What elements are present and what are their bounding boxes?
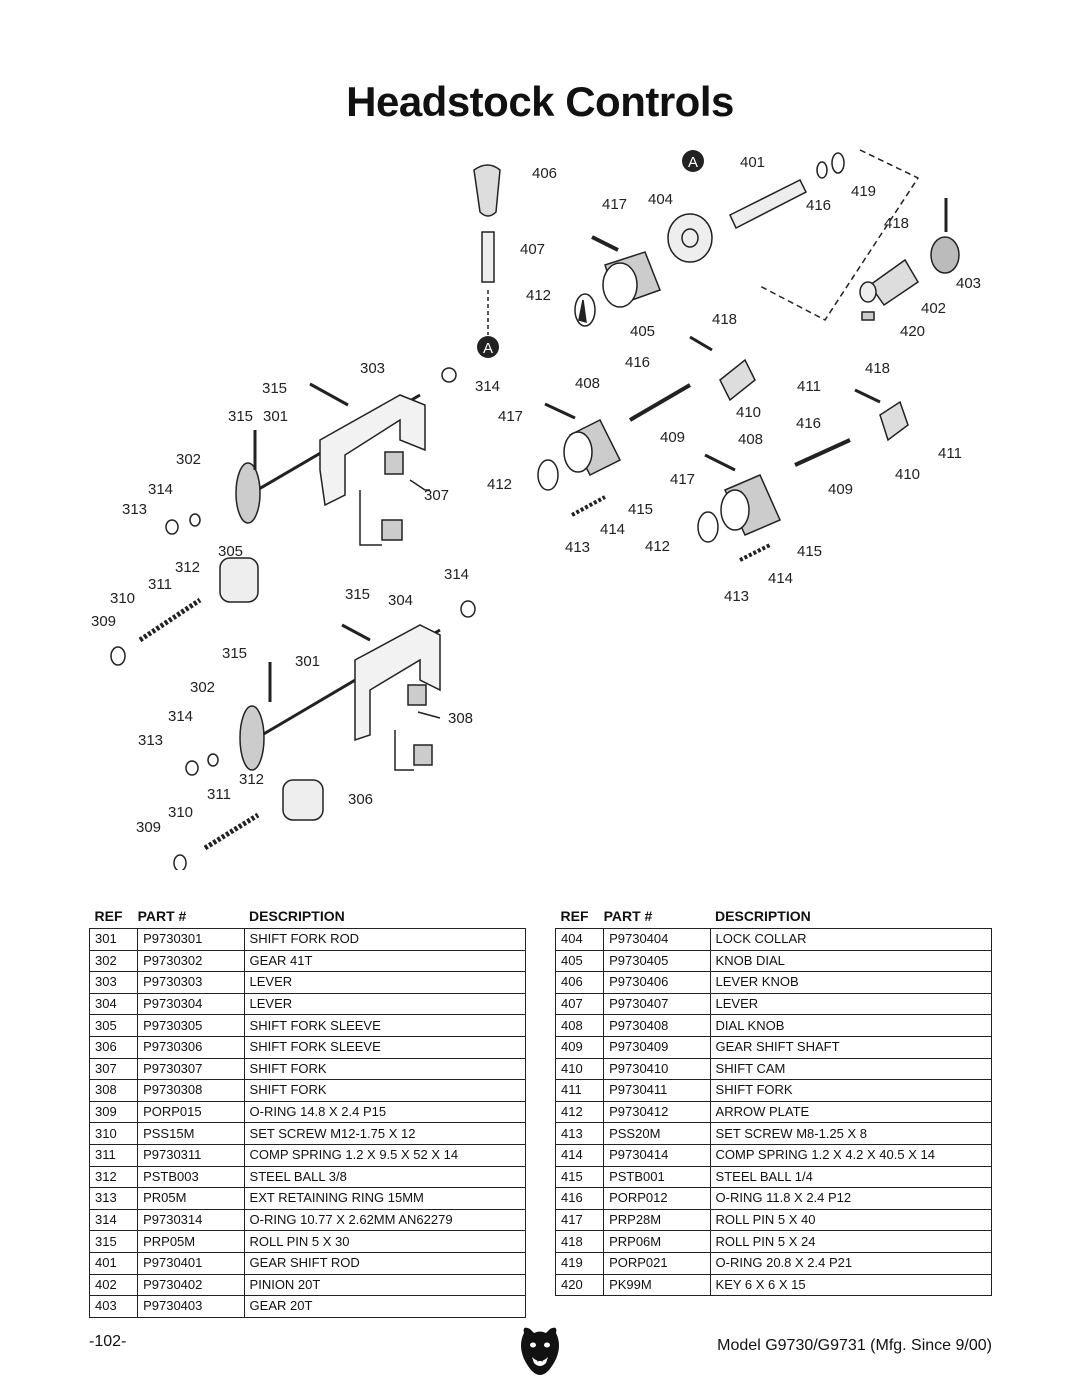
parts-table-left xyxy=(89,900,526,1318)
label-401: 401 xyxy=(740,154,766,171)
label-315: 315 xyxy=(345,586,371,603)
table-row xyxy=(556,1231,992,1253)
label-410: 410 xyxy=(895,466,921,483)
label-420: 420 xyxy=(900,323,926,340)
callout-a-top: A xyxy=(687,154,699,171)
label-313: 313 xyxy=(138,732,164,749)
description-cell: ROLL PIN 5 X 40 xyxy=(710,1209,991,1231)
part-number-cell: PRP06M xyxy=(604,1231,710,1253)
column-header-description: DESCRIPTION xyxy=(249,908,345,924)
part-number-cell: PSS15M xyxy=(138,1123,244,1145)
label-305: 305 xyxy=(218,543,244,560)
ref-cell: 309 xyxy=(90,1101,138,1123)
description-cell: LEVER xyxy=(710,993,991,1015)
ref-cell: 312 xyxy=(90,1166,138,1188)
label-412: 412 xyxy=(645,538,671,555)
table-row xyxy=(90,1036,526,1058)
description-cell: GEAR SHIFT ROD xyxy=(244,1252,525,1274)
ref-cell: 409 xyxy=(556,1036,604,1058)
description-cell: LEVER xyxy=(244,972,525,994)
ref-cell: 303 xyxy=(90,972,138,994)
table-row xyxy=(90,1274,526,1296)
bear-logo-icon xyxy=(518,1325,562,1375)
label-413: 413 xyxy=(724,588,750,605)
part-number-cell: P9730301 xyxy=(138,929,244,951)
part-number-cell: PSTB003 xyxy=(138,1166,244,1188)
table-row xyxy=(556,1015,992,1037)
ref-cell: 402 xyxy=(90,1274,138,1296)
page-number: -102- xyxy=(89,1333,127,1350)
label-304: 304 xyxy=(388,592,414,609)
part-number-cell: PORP021 xyxy=(604,1252,710,1274)
part-number-cell: PK99M xyxy=(604,1274,710,1296)
label-415: 415 xyxy=(797,543,823,560)
table-row xyxy=(556,1166,992,1188)
table-row xyxy=(90,1080,526,1102)
label-409: 409 xyxy=(828,481,854,498)
label-314: 314 xyxy=(444,566,470,583)
table-row xyxy=(90,1166,526,1188)
description-cell: LEVER xyxy=(244,993,525,1015)
ref-cell: 407 xyxy=(556,993,604,1015)
table-row xyxy=(90,1144,526,1166)
ref-cell: 413 xyxy=(556,1123,604,1145)
label-405: 405 xyxy=(630,323,656,340)
label-406: 406 xyxy=(532,165,558,182)
description-cell: GEAR 20T xyxy=(244,1296,525,1318)
ref-cell: 405 xyxy=(556,950,604,972)
label-310: 310 xyxy=(110,590,136,607)
label-411: 411 xyxy=(938,445,962,462)
label-412: 412 xyxy=(487,476,513,493)
label-414: 414 xyxy=(600,521,626,538)
description-cell: STEEL BALL 3/8 xyxy=(244,1166,525,1188)
table-row xyxy=(556,993,992,1015)
label-416: 416 xyxy=(806,197,832,214)
ref-cell: 306 xyxy=(90,1036,138,1058)
table-row xyxy=(556,972,992,994)
label-418: 418 xyxy=(865,360,891,377)
label-408: 408 xyxy=(738,431,764,448)
label-314: 314 xyxy=(475,378,501,395)
description-cell: SHIFT FORK ROD xyxy=(244,929,525,951)
ref-cell: 307 xyxy=(90,1058,138,1080)
description-cell: EXT RETAINING RING 15MM xyxy=(244,1188,525,1210)
ref-cell: 415 xyxy=(556,1166,604,1188)
description-cell: ROLL PIN 5 X 30 xyxy=(244,1231,525,1253)
ref-cell: 419 xyxy=(556,1252,604,1274)
label-314: 314 xyxy=(168,708,194,725)
ref-cell: 404 xyxy=(556,929,604,951)
column-header-ref: REF xyxy=(94,908,123,924)
ref-cell: 414 xyxy=(556,1144,604,1166)
column-header-part: PART # xyxy=(137,908,187,924)
ref-cell: 420 xyxy=(556,1274,604,1296)
table-row xyxy=(556,1188,992,1210)
description-cell: KEY 6 X 6 X 15 xyxy=(710,1274,991,1296)
part-number-cell: P9730408 xyxy=(604,1015,710,1037)
table-row xyxy=(556,1036,992,1058)
description-cell: SHIFT FORK SLEEVE xyxy=(244,1036,525,1058)
label-301: 301 xyxy=(263,408,289,425)
label-418: 418 xyxy=(712,311,738,328)
table-row xyxy=(556,1274,992,1296)
table-row xyxy=(556,1144,992,1166)
parts-table-right xyxy=(555,900,992,1296)
label-409: 409 xyxy=(660,429,686,446)
part-number-cell: PORP012 xyxy=(604,1188,710,1210)
label-416: 416 xyxy=(796,415,822,432)
label-307: 307 xyxy=(424,487,450,504)
part-number-cell: PSS20M xyxy=(604,1123,710,1145)
table-row xyxy=(90,1101,526,1123)
description-cell: ROLL PIN 5 X 24 xyxy=(710,1231,991,1253)
table-row xyxy=(90,993,526,1015)
label-404: 404 xyxy=(648,191,674,208)
label-417: 417 xyxy=(670,471,696,488)
table-row xyxy=(90,1252,526,1274)
part-number-cell: P9730308 xyxy=(138,1080,244,1102)
table-row xyxy=(90,972,526,994)
label-311: 311 xyxy=(148,576,172,593)
ref-cell: 308 xyxy=(90,1080,138,1102)
table-row xyxy=(90,1296,526,1318)
part-number-cell: P9730311 xyxy=(138,1144,244,1166)
callout-a-bottom: A xyxy=(482,340,494,357)
label-415: 415 xyxy=(628,501,654,518)
part-number-cell: P9730305 xyxy=(138,1015,244,1037)
part-number-cell: P9730410 xyxy=(604,1058,710,1080)
label-302: 302 xyxy=(190,679,216,696)
ref-cell: 411 xyxy=(556,1080,604,1102)
description-cell: COMP SPRING 1.2 X 4.2 X 40.5 X 14 xyxy=(710,1144,991,1166)
description-cell: STEEL BALL 1/4 xyxy=(710,1166,991,1188)
table-row xyxy=(556,1209,992,1231)
label-412: 412 xyxy=(526,287,552,304)
part-number-cell: P9730412 xyxy=(604,1101,710,1123)
page-title: Headstock Controls xyxy=(346,78,734,125)
table-row xyxy=(556,950,992,972)
ref-cell: 302 xyxy=(90,950,138,972)
label-315: 315 xyxy=(262,380,288,397)
label-312: 312 xyxy=(239,771,265,788)
label-311: 311 xyxy=(207,786,231,803)
part-number-cell: PSTB001 xyxy=(604,1166,710,1188)
description-cell: LOCK COLLAR xyxy=(710,929,991,951)
description-cell: O-RING 20.8 X 2.4 P21 xyxy=(710,1252,991,1274)
part-number-cell: P9730314 xyxy=(138,1209,244,1231)
part-number-cell: P9730307 xyxy=(138,1058,244,1080)
part-number-cell: P9730401 xyxy=(138,1252,244,1274)
ref-cell: 310 xyxy=(90,1123,138,1145)
description-cell: GEAR 41T xyxy=(244,950,525,972)
part-number-cell: P9730404 xyxy=(604,929,710,951)
description-cell: SET SCREW M12-1.75 X 12 xyxy=(244,1123,525,1145)
table-row xyxy=(556,1252,992,1274)
ref-cell: 315 xyxy=(90,1231,138,1253)
table-row xyxy=(90,1209,526,1231)
part-number-cell: P9730306 xyxy=(138,1036,244,1058)
label-312: 312 xyxy=(175,559,201,576)
part-number-cell: P9730407 xyxy=(604,993,710,1015)
label-303: 303 xyxy=(360,360,386,377)
part-number-cell: P9730406 xyxy=(604,972,710,994)
ref-cell: 412 xyxy=(556,1101,604,1123)
table-row xyxy=(556,1101,992,1123)
ref-cell: 406 xyxy=(556,972,604,994)
description-cell: ARROW PLATE xyxy=(710,1101,991,1123)
model-text: Model G9730/G9731 (Mfg. Since 9/00) xyxy=(717,1337,992,1354)
ref-cell: 311 xyxy=(90,1144,138,1166)
label-410: 410 xyxy=(736,404,762,421)
label-315: 315 xyxy=(228,408,254,425)
part-number-cell: P9730403 xyxy=(138,1296,244,1318)
label-308: 308 xyxy=(448,710,474,727)
description-cell: COMP SPRING 1.2 X 9.5 X 52 X 14 xyxy=(244,1144,525,1166)
description-cell: DIAL KNOB xyxy=(710,1015,991,1037)
label-419: 419 xyxy=(851,183,877,200)
description-cell: LEVER KNOB xyxy=(710,972,991,994)
ref-cell: 305 xyxy=(90,1015,138,1037)
description-cell: GEAR SHIFT SHAFT xyxy=(710,1036,991,1058)
table-row xyxy=(556,1123,992,1145)
column-header-ref: REF xyxy=(560,908,589,924)
description-cell: SET SCREW M8-1.25 X 8 xyxy=(710,1123,991,1145)
ref-cell: 403 xyxy=(90,1296,138,1318)
column-header-part: PART # xyxy=(603,908,653,924)
ref-cell: 408 xyxy=(556,1015,604,1037)
description-cell: SHIFT FORK xyxy=(244,1058,525,1080)
label-302: 302 xyxy=(176,451,202,468)
ref-cell: 314 xyxy=(90,1209,138,1231)
label-407: 407 xyxy=(520,241,546,258)
label-408: 408 xyxy=(575,375,601,392)
table-row xyxy=(90,950,526,972)
part-labels xyxy=(91,154,981,836)
label-417: 417 xyxy=(602,196,628,213)
description-cell: PINION 20T xyxy=(244,1274,525,1296)
part-number-cell: P9730304 xyxy=(138,993,244,1015)
ref-cell: 304 xyxy=(90,993,138,1015)
ref-cell: 301 xyxy=(90,929,138,951)
table-row xyxy=(90,1058,526,1080)
table-row xyxy=(556,929,992,951)
description-cell: O-RING 11.8 X 2.4 P12 xyxy=(710,1188,991,1210)
ref-cell: 417 xyxy=(556,1209,604,1231)
label-411: 411 xyxy=(797,378,821,395)
table-row xyxy=(90,1231,526,1253)
label-315: 315 xyxy=(222,645,248,662)
part-number-cell: PR05M xyxy=(138,1188,244,1210)
label-310: 310 xyxy=(168,804,194,821)
ref-cell: 418 xyxy=(556,1231,604,1253)
part-number-cell: P9730302 xyxy=(138,950,244,972)
table-row xyxy=(90,929,526,951)
description-cell: KNOB DIAL xyxy=(710,950,991,972)
exploded-parts-diagram xyxy=(0,140,1080,870)
label-413: 413 xyxy=(565,539,591,556)
ref-cell: 313 xyxy=(90,1188,138,1210)
label-301: 301 xyxy=(295,653,321,670)
ref-cell: 401 xyxy=(90,1252,138,1274)
label-314: 314 xyxy=(148,481,174,498)
label-416: 416 xyxy=(625,354,651,371)
table-row xyxy=(556,1058,992,1080)
label-309: 309 xyxy=(91,613,117,630)
table-row xyxy=(90,1188,526,1210)
label-306: 306 xyxy=(348,791,374,808)
description-cell: SHIFT FORK SLEEVE xyxy=(244,1015,525,1037)
description-cell: O-RING 14.8 X 2.4 P15 xyxy=(244,1101,525,1123)
ref-cell: 416 xyxy=(556,1188,604,1210)
ref-cell: 410 xyxy=(556,1058,604,1080)
label-313: 313 xyxy=(122,501,148,518)
label-414: 414 xyxy=(768,570,794,587)
part-number-cell: P9730303 xyxy=(138,972,244,994)
table-row xyxy=(90,1015,526,1037)
part-number-cell: PRP05M xyxy=(138,1231,244,1253)
label-309: 309 xyxy=(136,819,162,836)
description-cell: SHIFT FORK xyxy=(244,1080,525,1102)
column-header-description: DESCRIPTION xyxy=(715,908,811,924)
description-cell: O-RING 10.77 X 2.62MM AN62279 xyxy=(244,1209,525,1231)
part-number-cell: PORP015 xyxy=(138,1101,244,1123)
table-row xyxy=(556,1080,992,1102)
description-cell: SHIFT CAM xyxy=(710,1058,991,1080)
part-number-cell: P9730414 xyxy=(604,1144,710,1166)
part-number-cell: P9730409 xyxy=(604,1036,710,1058)
part-number-cell: P9730405 xyxy=(604,950,710,972)
label-417: 417 xyxy=(498,408,524,425)
part-number-cell: PRP28M xyxy=(604,1209,710,1231)
label-418: 418 xyxy=(884,215,910,232)
table-row xyxy=(90,1123,526,1145)
label-403: 403 xyxy=(956,275,982,292)
label-402: 402 xyxy=(921,300,947,317)
part-number-cell: P9730402 xyxy=(138,1274,244,1296)
part-number-cell: P9730411 xyxy=(604,1080,710,1102)
description-cell: SHIFT FORK xyxy=(710,1080,991,1102)
